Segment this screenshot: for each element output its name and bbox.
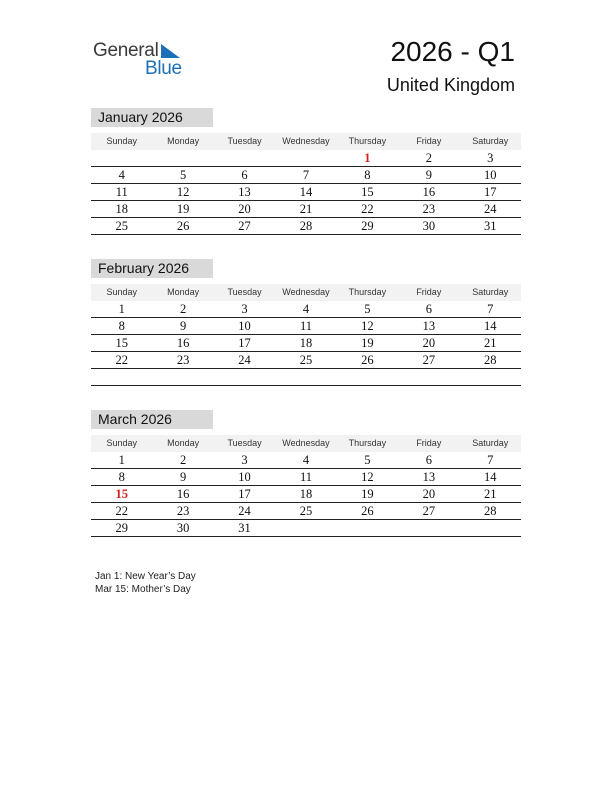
day-cell: 3: [241, 302, 248, 316]
day-cell: 21: [483, 487, 497, 501]
weekday-label: Sunday: [106, 136, 137, 146]
day-cell: 11: [115, 185, 128, 199]
weekday-label: Monday: [167, 438, 200, 448]
week-row: [91, 352, 521, 369]
day-cell: 2: [180, 453, 187, 467]
month-grid: [91, 150, 521, 235]
empty-day-cell: [460, 369, 521, 385]
day-cell: 21: [299, 202, 313, 216]
logo-text-blue: Blue: [145, 58, 182, 79]
day-cell: 22: [361, 202, 374, 216]
week-row: [91, 167, 521, 184]
week-row: [91, 452, 521, 469]
day-cell: 4: [118, 168, 125, 182]
weekday-header-row: [91, 133, 521, 150]
empty-day-cell: [214, 369, 275, 385]
day-cell: 6: [425, 302, 432, 316]
day-cell: 22: [115, 353, 128, 367]
week-row: [91, 503, 521, 520]
day-cell: 12: [361, 470, 374, 484]
month-grid: [91, 452, 521, 537]
weekday-label: Wednesday: [282, 136, 330, 146]
day-cell: 23: [422, 202, 436, 216]
weekday-label: Thursday: [348, 136, 387, 146]
day-cell: 22: [115, 504, 128, 518]
day-cell: 29: [361, 219, 374, 233]
empty-day-cell: [337, 520, 398, 536]
day-cell: 19: [361, 487, 374, 501]
day-cell: 5: [364, 453, 371, 467]
weekday-label: Wednesday: [282, 438, 330, 448]
day-cell: 24: [238, 504, 251, 518]
day-cell: 1: [118, 302, 125, 316]
day-cell: 8: [118, 319, 125, 333]
page-title: 2026 - Q1: [390, 36, 515, 67]
day-cell: 24: [483, 202, 497, 216]
weekday-label: Friday: [416, 287, 442, 297]
day-cell: 13: [238, 185, 251, 199]
logo-triangle-icon: [159, 43, 181, 59]
day-cell: 21: [483, 336, 497, 350]
weekday-label: Friday: [416, 438, 442, 448]
day-cell: 25: [115, 219, 128, 233]
weekday-label: Tuesday: [227, 438, 262, 448]
week-row: [91, 201, 521, 218]
day-cell: 16: [422, 185, 436, 199]
day-cell: 11: [299, 319, 312, 333]
day-cell: 17: [238, 336, 251, 350]
day-cell: 14: [299, 185, 313, 199]
month-label: February 2026: [91, 259, 213, 278]
day-cell: 20: [422, 487, 436, 501]
day-cell: 3: [487, 151, 494, 165]
week-row: [91, 335, 521, 352]
empty-day-cell: [214, 150, 275, 166]
day-cell: 12: [176, 185, 190, 199]
weekday-label: Tuesday: [227, 136, 262, 146]
empty-day-cell: [275, 150, 336, 166]
holiday-notes: [95, 570, 196, 596]
weekday-label: Sunday: [106, 287, 137, 297]
day-cell: 25: [299, 353, 313, 367]
day-cell: 23: [176, 504, 190, 518]
weekday-label: Sunday: [106, 438, 137, 448]
week-row: [91, 150, 521, 167]
weekday-label: Saturday: [472, 287, 509, 297]
day-cell: 7: [487, 302, 494, 316]
day-cell: 28: [483, 353, 497, 367]
day-cell: 30: [422, 219, 436, 233]
day-cell: 2: [180, 302, 187, 316]
empty-day-cell: [275, 369, 336, 385]
week-row: [91, 218, 521, 235]
day-cell: 26: [176, 219, 190, 233]
day-cell: 23: [176, 353, 190, 367]
day-cell: 10: [238, 470, 251, 484]
country-subtitle: United Kingdom: [386, 75, 515, 95]
day-cell: 15: [361, 185, 374, 199]
day-cell: 11: [299, 470, 312, 484]
month-january: [91, 108, 521, 235]
day-cell: 27: [238, 219, 251, 233]
day-cell: 6: [241, 168, 248, 182]
empty-day-cell: [152, 150, 213, 166]
empty-day-cell: [398, 369, 459, 385]
month-february: [91, 259, 521, 386]
day-cell: 5: [364, 302, 371, 316]
day-cell: 10: [483, 168, 497, 182]
day-cell: 18: [299, 336, 313, 350]
generalblue-logo: [93, 40, 193, 80]
day-cell: 31: [238, 521, 251, 535]
day-cell: 4: [302, 302, 310, 316]
day-cell: 26: [361, 504, 374, 518]
day-cell: 28: [299, 219, 313, 233]
empty-day-cell: [91, 369, 152, 385]
day-cell: 20: [238, 202, 251, 216]
day-cell: 28: [483, 504, 497, 518]
day-cell: 5: [180, 168, 187, 182]
day-cell: 12: [361, 319, 374, 333]
day-cell: 20: [422, 336, 436, 350]
day-cell: 14: [483, 470, 497, 484]
day-cell: 6: [425, 453, 432, 467]
day-cell: 9: [180, 470, 187, 484]
day-cell: 13: [422, 470, 436, 484]
empty-day-cell: [91, 150, 152, 166]
week-row: [91, 486, 521, 503]
day-cell: 27: [422, 353, 436, 367]
day-cell: 15: [115, 487, 128, 501]
week-row: [91, 469, 521, 486]
weekday-header-row: [91, 284, 521, 301]
day-cell: 18: [299, 487, 313, 501]
day-cell: 13: [422, 319, 436, 333]
empty-day-cell: [337, 369, 398, 385]
empty-day-cell: [275, 520, 336, 536]
day-cell: 2: [425, 151, 432, 165]
month-label: March 2026: [91, 410, 213, 429]
day-cell: 19: [176, 202, 190, 216]
weekday-label: Thursday: [348, 287, 387, 297]
day-cell: 26: [361, 353, 374, 367]
day-cell: 27: [422, 504, 436, 518]
day-cell: 3: [241, 453, 248, 467]
weekday-label: Wednesday: [282, 287, 330, 297]
day-cell: 14: [483, 319, 497, 333]
logo-text-general: General: [93, 40, 159, 61]
day-cell: 31: [483, 219, 497, 233]
month-march: [91, 410, 521, 537]
day-cell: 16: [176, 336, 190, 350]
empty-day-cell: [152, 369, 213, 385]
day-cell: 1: [118, 453, 125, 467]
day-cell: 15: [115, 336, 128, 350]
empty-day-cell: [460, 520, 521, 536]
month-label: January 2026: [91, 108, 213, 127]
month-grid: [91, 301, 521, 386]
weekday-label: Friday: [416, 136, 442, 146]
week-row: [91, 301, 521, 318]
day-cell: 19: [361, 336, 374, 350]
day-cell: 8: [118, 470, 125, 484]
day-cell: 18: [115, 202, 128, 216]
week-row: [91, 369, 521, 386]
day-cell: 17: [238, 487, 251, 501]
day-cell: 8: [364, 168, 371, 182]
weekday-label: Saturday: [472, 438, 509, 448]
day-cell: 4: [302, 453, 310, 467]
holiday-note: Mar 15: Mother’s Day: [95, 584, 191, 595]
day-cell: 29: [115, 521, 128, 535]
holiday-note: Jan 1: New Year’s Day: [95, 571, 196, 582]
weekday-header-row: [91, 435, 521, 452]
weekday-label: Saturday: [472, 136, 509, 146]
day-cell: 1: [364, 151, 371, 165]
day-cell: 9: [425, 168, 432, 182]
week-row: [91, 318, 521, 335]
day-cell: 17: [483, 185, 497, 199]
weekday-label: Thursday: [348, 438, 387, 448]
day-cell: 24: [238, 353, 251, 367]
day-cell: 7: [302, 168, 310, 182]
week-row: [91, 520, 521, 537]
weekday-label: Monday: [167, 136, 200, 146]
day-cell: 10: [238, 319, 251, 333]
day-cell: 25: [299, 504, 313, 518]
day-cell: 30: [176, 521, 190, 535]
weekday-label: Tuesday: [227, 287, 262, 297]
day-cell: 7: [487, 453, 494, 467]
week-row: [91, 184, 521, 201]
day-cell: 9: [180, 319, 187, 333]
weekday-label: Monday: [167, 287, 200, 297]
empty-day-cell: [398, 520, 459, 536]
day-cell: 16: [176, 487, 190, 501]
